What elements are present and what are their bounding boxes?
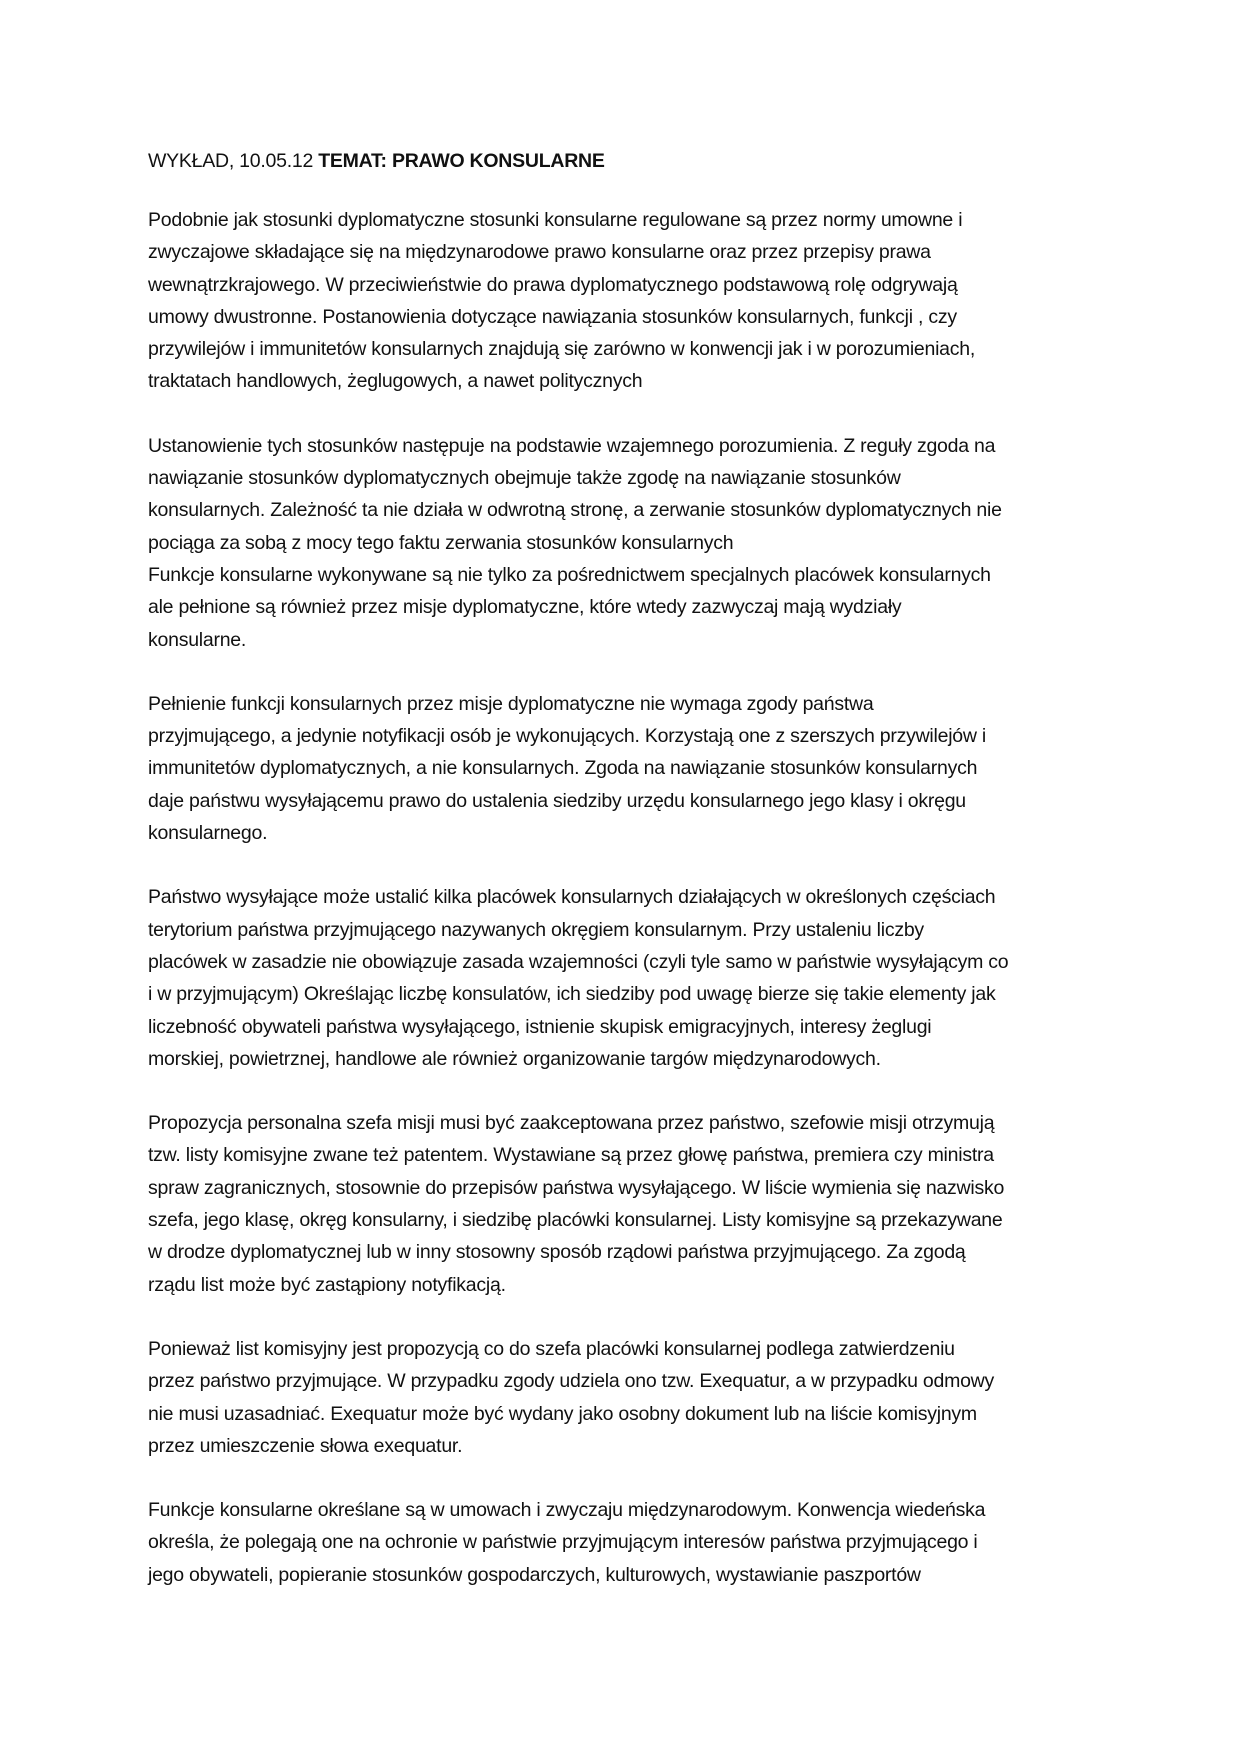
heading-prefix: WYKŁAD, 10.05.12 [148,150,319,172]
paragraph-line: konsularne. [148,628,247,651]
paragraph-line: Państwo wysyłające może ustalić kilka placówek konsularnych działających w określonych częściach [148,886,996,909]
paragraph-line: spraw zagranicznych, stosownie do przepisów państwa wysyłającego. W liście wymienia się nazwisko [148,1176,1005,1199]
paragraph-line: liczebność obywateli państwa wysyłającego, istnienie skupisk emigracyjnych, interesy żeglugi [148,1015,932,1038]
paragraph-line: terytorium państwa przyjmującego nazywanych okręgiem konsularnym. Przy ustaleniu liczby [148,918,924,941]
paragraph-line: i w przyjmującym) Określając liczbę konsulatów, ich siedziby pod uwagę bierze się takie elementy jak [148,983,996,1006]
paragraph-line: wewnątrzkrajowego. W przeciwieństwie do prawa dyplomatycznego podstawową rolę odgrywają [148,273,958,296]
paragraph-line: ale pełnione są również przez misje dyplomatyczne, które wtedy zazwyczaj mają wydziały [148,596,902,619]
paragraph [148,688,1098,849]
paragraph-gap [148,1462,1098,1494]
paragraph-line: Funkcje konsularne określane są w umowach i zwyczaju międzynarodowym. Konwencja wiedeńska [148,1499,986,1522]
paragraph [148,1107,1098,1301]
paragraph-line: Podobnie jak stosunki dyplomatyczne stosunki konsularne regulowane są przez normy umowne i [148,209,963,231]
paragraph-line: nie musi uzasadniać. Exequatur może być wydany jako osobny dokument lub na liście komisyjnym [148,1402,977,1425]
paragraph-line: Propozycja personalna szefa misji musi być zaakceptowana przez państwo, szefowie misji otrzymują [148,1112,995,1135]
paragraph-line: traktatach handlowych, żeglugowych, a nawet politycznych [148,370,643,393]
paragraph-line: zwyczajowe składające się na międzynarodowe prawo konsularne oraz przez przepisy prawa [148,241,931,264]
paragraph-line: umowy dwustronne. Postanowienia dotyczące nawiązania stosunków konsularnych, funkcji , czy [148,305,957,328]
paragraph-line: przez państwo przyjmujące. W przypadku zgody udziela ono tzw. Exequatur, a w przypadku odmowy [148,1370,995,1393]
document-page [148,146,1098,1591]
paragraph-line: daje państwu wysyłającemu prawo do ustalenia siedziby urzędu konsularnego jego klasy i okręgu [148,789,966,812]
paragraph-line: rządu list może być zastąpiony notyfikacją. [148,1273,506,1296]
paragraph-line: konsularnych. Zależność ta nie działa w odwrotną stronę, a zerwanie stosunków dyplomatycznych nie [148,499,1002,522]
paragraph-line: Funkcje konsularne wykonywane są nie tylko za pośrednictwem specjalnych placówek konsularnych [148,563,991,586]
paragraph-line: określa, że polegają one na ochronie w państwie przyjmującym interesów państwa przyjmującego i [148,1531,978,1554]
paragraph [148,1494,1098,1591]
document-body [148,204,1098,1591]
paragraph-line: przywilejów i immunitetów konsularnych znajdują się zarówno w konwencji jak i w porozumieniach, [148,338,976,361]
paragraph-line: szefa, jego klasę, okręg konsularny, i siedzibę placówki konsularnej. Listy komisyjne są przekazywane [148,1209,1003,1232]
paragraph-gap [148,656,1098,688]
paragraph-line: pociąga za sobą z mocy tego faktu zerwania stosunków konsularnych [148,531,734,554]
paragraph-line: przyjmującego, a jedynie notyfikacji osób je wykonujących. Korzystają one z szerszych przywilejów i [148,725,986,748]
paragraph-line: Ustanowienie tych stosunków następuje na podstawie wzajemnego porozumienia. Z reguły zgoda na [148,434,996,457]
paragraph-line: morskiej, powietrznej, handlowe ale również organizowanie targów międzynarodowych. [148,1047,881,1070]
paragraph [148,430,1098,656]
paragraph-line: jego obywateli, popieranie stosunków gospodarczych, kulturowych, wystawianie paszportów [148,1563,921,1586]
paragraph [148,204,1098,398]
heading-topic: TEMAT: PRAWO KONSULARNE [318,150,605,172]
paragraph-line: w drodze dyplomatycznej lub w inny stosowny sposób rządowi państwa przyjmującego. Za zgodą [148,1241,966,1264]
paragraph-line: immunitetów dyplomatycznych, a nie konsularnych. Zgoda na nawiązanie stosunków konsularnych [148,757,978,780]
paragraph-gap [148,1075,1098,1107]
paragraph-line: nawiązanie stosunków dyplomatycznych obejmuje także zgodę na nawiązanie stosunków [148,467,901,490]
document-heading [148,146,1098,176]
paragraph [148,1333,1098,1462]
paragraph-line: tzw. listy komisyjne zwane też patentem. Wystawiane są przez głowę państwa, premiera czy ministra [148,1144,994,1167]
paragraph-gap [148,398,1098,430]
paragraph-line: konsularnego. [148,822,268,845]
paragraph-line: Pełnienie funkcji konsularnych przez misje dyplomatyczne nie wymaga zgody państwa [148,692,874,715]
paragraph-line: przez umieszczenie słowa exequatur. [148,1434,463,1457]
paragraph [148,881,1098,1075]
paragraph-gap [148,1301,1098,1333]
paragraph-line: Ponieważ list komisyjny jest propozycją co do szefa placówki konsularnej podlega zatwierdzeniu [148,1337,955,1360]
paragraph-line: placówek w zasadzie nie obowiązuje zasada wzajemności (czyli tyle samo w państwie wysyłającym co [148,950,1009,973]
paragraph-gap [148,849,1098,881]
